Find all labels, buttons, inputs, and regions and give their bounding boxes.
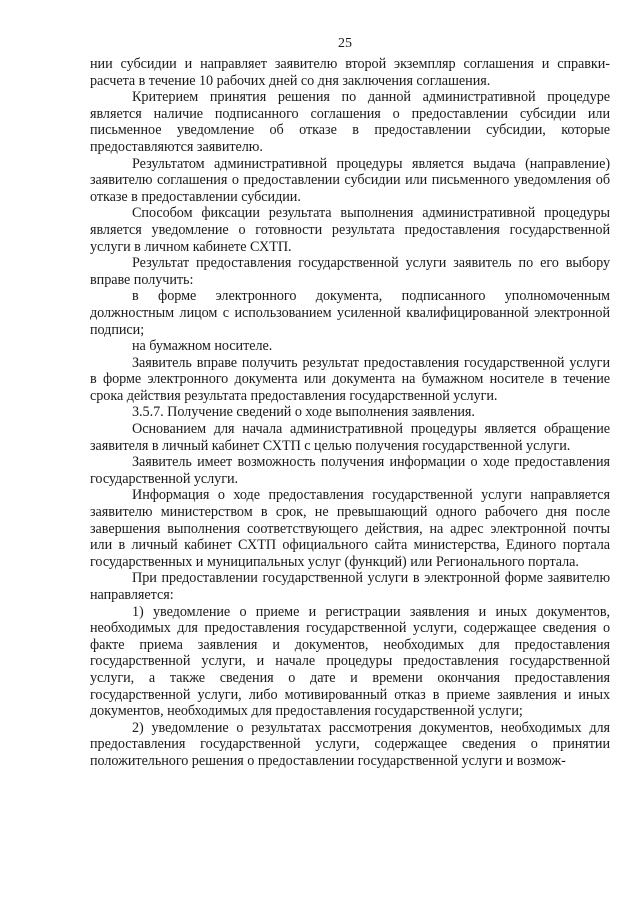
paragraph-fixation-method: Способом фиксации результата выполнения административной процедуры является уведомление о готовности результата предоставления государственной услуги в личном кабинете СХТП. bbox=[90, 205, 610, 255]
paragraph-option-electronic: в форме электронного документа, подписанного уполномоченным должностным лицом с использованием усиленной квалифицированной электронной подписи; bbox=[90, 288, 610, 338]
paragraph-decision-criterion: Критерием принятия решения по данной административной процедуре является наличие подписанного соглашения о предоставлении субсидии или письменное уведомление об отказе в предоставлении субсидии, которые предоставляются заявителю. bbox=[90, 89, 610, 155]
paragraph-info-delivery: Информация о ходе предоставления государственной услуги направляется заявителю министерством в срок, не превышающий одного рабочего дня после завершения выполнения соответствующего действия, на адрес электронной почты или в личный кабинет СХТП официального сайта министерства, Единого портала государственных и муниципальных услуг (функций) или Регионального портала. bbox=[90, 487, 610, 570]
paragraph-electronic-notices: При предоставлении государственной услуги в электронной форме заявителю направляется: bbox=[90, 570, 610, 603]
paragraph-procedure-basis: Основанием для начала административной процедуры является обращение заявителя в личный кабинет СХТП с целью получения государственной услуги. bbox=[90, 421, 610, 454]
paragraph-procedure-result: Результатом административной процедуры является выдача (направление) заявителю соглашения о предоставлении субсидии или письменного уведомления об отказе в предоставлении субсидии. bbox=[90, 155, 610, 205]
paragraph-continuation: нии субсидии и направляет заявителю второй экземпляр соглашения и справки-расчета в течение 10 рабочих дней со дня заключения соглашения. bbox=[90, 56, 610, 89]
section-heading-3-5-7: 3.5.7. Получение сведений о ходе выполнения заявления. bbox=[132, 404, 475, 421]
list-item-2: 2) уведомление о результатах рассмотрения документов, необходимых для предоставления государственной услуги, содержащее сведения о принятии положительного решения о предоставлении государственной услуги и возмож- bbox=[90, 719, 610, 769]
list-item-1: 1) уведомление о приеме и регистрации заявления и иных документов, необходимых для предоставления государственной услуги, содержащее сведения о факте приема заявления и документов, необходимых для предоставления государственной услуги, и начале процедуры предоставления государственной услуги, а также сведения о дате и времени окончания предоставления государственной услуги, либо мотивированный отказ в приеме заявления и иных документов, необходимых для предоставления государственной услуги; bbox=[90, 603, 610, 720]
paragraph-option-paper: на бумажном носителе. bbox=[132, 338, 273, 355]
page-number: 25 bbox=[338, 36, 352, 51]
paragraph-result-validity: Заявитель вправе получить результат предоставления государственной услуги в форме электронного документа или документа на бумажном носителе в течение срока действия результата предоставления государственной услуги. bbox=[90, 354, 610, 404]
paragraph-result-options: Результат предоставления государственной услуги заявитель по его выбору вправе получить: bbox=[90, 255, 610, 288]
paragraph-info-possibility: Заявитель имеет возможность получения информации о ходе предоставления государственной услуги. bbox=[90, 454, 610, 487]
